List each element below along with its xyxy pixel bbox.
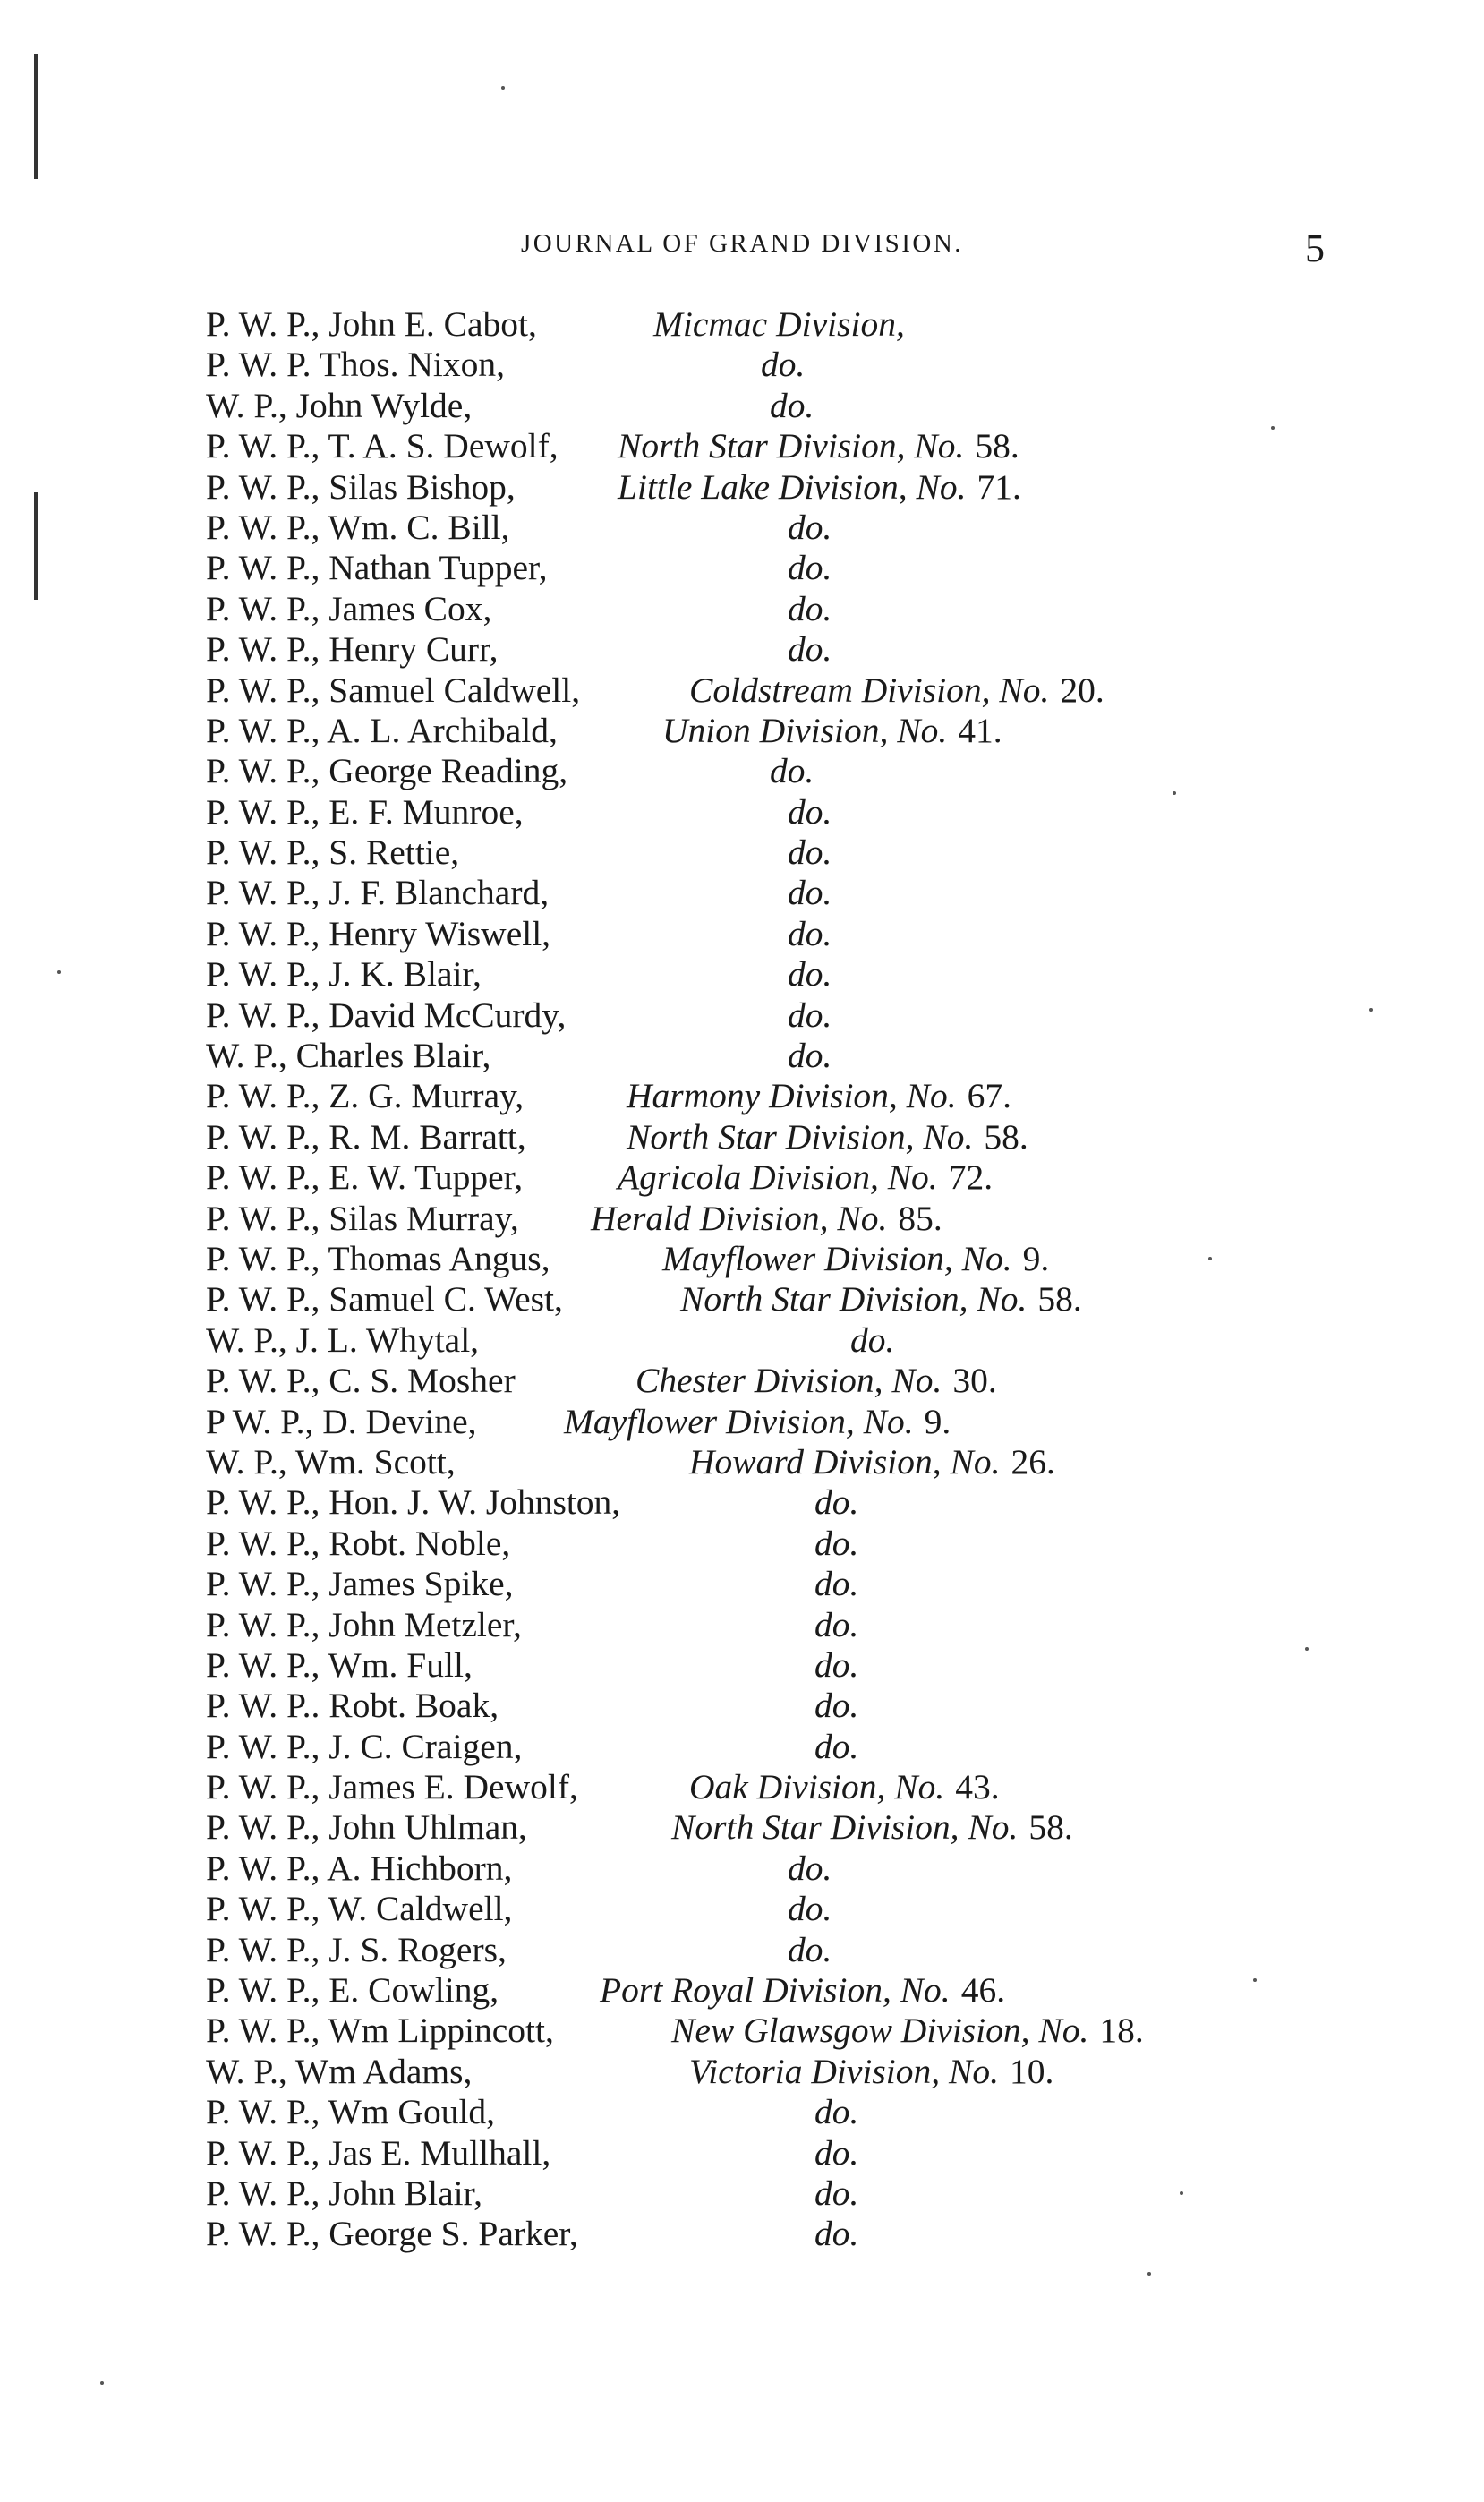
- member-name: P. W. P., James Spike,: [206, 1564, 514, 1604]
- member-name: P. W. P., J. K. Blair,: [206, 954, 482, 995]
- division-number: 9.: [924, 1401, 951, 1441]
- member-name: P. W. P., Samuel Caldwell,: [206, 670, 581, 710]
- division-label: do.: [770, 385, 814, 425]
- division-label: Micmac Division,: [653, 304, 905, 344]
- member-name: P. W. P., George Reading,: [206, 751, 568, 791]
- list-item: [206, 1036, 1334, 1076]
- list-item: [206, 2173, 1334, 2214]
- list-item: [206, 508, 1334, 548]
- division-number: 26.: [1011, 1441, 1055, 1482]
- division-label: do.: [814, 2092, 859, 2132]
- division-number: 18.: [1099, 2011, 1144, 2051]
- list-item: [206, 1889, 1334, 1929]
- division-name: [788, 1930, 832, 1970]
- division-name: [814, 2173, 858, 2214]
- division-name: [788, 508, 832, 548]
- list-item: [206, 1117, 1334, 1157]
- division-label: North Star Division, No.: [618, 426, 965, 466]
- list-item: [206, 386, 1334, 426]
- division-name: [689, 2052, 1053, 2092]
- division-label: do.: [814, 1564, 859, 1604]
- margin-scan-mark: [34, 492, 38, 600]
- member-name: P. W. P., John Metzler,: [206, 1604, 522, 1644]
- list-item: [206, 2011, 1334, 2051]
- division-label: do.: [788, 954, 832, 995]
- member-name: P. W. P., E. W. Tupper,: [206, 1157, 524, 1198]
- division-number: 58.: [975, 426, 1019, 466]
- division-name: [788, 548, 832, 588]
- division-label: do.: [788, 588, 832, 628]
- division-number: 85.: [898, 1198, 942, 1238]
- list-item: [206, 467, 1334, 508]
- division-name: [662, 711, 1002, 751]
- member-name: P. W. P., E. Cowling,: [206, 1970, 499, 2011]
- division-label: do.: [814, 1523, 859, 1563]
- division-label: New Glawsgow Division, No.: [671, 2011, 1089, 2051]
- division-label: Mayflower Division, No.: [564, 1401, 914, 1441]
- member-name: P. W. P., S. Rettie,: [206, 833, 460, 873]
- division-label: Chester Division, No.: [635, 1361, 942, 1401]
- member-name: P. W. P., John E. Cabot,: [206, 304, 537, 344]
- list-item: [206, 629, 1334, 670]
- division-number: 41.: [958, 710, 1002, 750]
- member-name: P. W. P., Thomas Angus,: [206, 1238, 550, 1278]
- list-item: [206, 2214, 1334, 2254]
- division-name: [618, 426, 1019, 466]
- member-name: P. W. P., Wm. Full,: [206, 1644, 473, 1685]
- member-name: P. W. P., James Cox,: [206, 588, 492, 628]
- division-name: [618, 467, 1021, 508]
- officer-list: [206, 304, 1334, 2255]
- division-number: 30.: [952, 1361, 997, 1401]
- division-name: [814, 2214, 858, 2254]
- list-item: [206, 1524, 1334, 1564]
- division-name: [671, 2011, 1144, 2051]
- list-item: [206, 548, 1334, 588]
- division-name: [591, 1199, 942, 1239]
- division-label: do.: [788, 791, 832, 832]
- list-item: [206, 1442, 1334, 1482]
- division-label: Union Division, No.: [662, 710, 948, 750]
- division-label: North Star Division, No.: [627, 1116, 974, 1157]
- division-label: North Star Division, No.: [671, 1807, 1019, 1848]
- division-label: do.: [814, 1644, 859, 1685]
- division-label: do.: [788, 873, 832, 913]
- division-label: do.: [788, 833, 832, 873]
- division-label: do.: [814, 2173, 859, 2213]
- division-label: North Star Division, No.: [680, 1279, 1028, 1319]
- division-number: 46.: [960, 1970, 1006, 2011]
- division-label: do.: [814, 1726, 859, 1766]
- division-number: 72.: [948, 1157, 994, 1198]
- member-name: P. W. P., J. S. Rogers,: [206, 1929, 507, 1969]
- division-number: 9.: [1022, 1238, 1050, 1278]
- division-label: do.: [814, 1686, 859, 1726]
- division-name: [788, 914, 832, 954]
- division-label: Harmony Division, No.: [627, 1076, 957, 1116]
- list-item: [206, 792, 1334, 833]
- member-name: P. W. P., James E. Dewolf,: [206, 1767, 578, 1807]
- member-name: W. P., John Wylde,: [206, 385, 473, 425]
- division-name: [814, 1645, 858, 1686]
- list-item: [206, 751, 1334, 791]
- member-name: P. W. P., Jas E. Mullhall,: [206, 2132, 551, 2173]
- division-label: do.: [788, 995, 832, 1035]
- list-item: [206, 304, 1334, 345]
- division-name: [788, 589, 832, 629]
- division-number: 58.: [1037, 1279, 1082, 1319]
- margin-scan-mark: [34, 54, 38, 179]
- division-name: [788, 792, 832, 833]
- member-name: P. W. P., R. M. Barratt,: [206, 1116, 526, 1157]
- list-item: [206, 1402, 1334, 1442]
- division-label: do.: [850, 1319, 895, 1360]
- division-name: [627, 1076, 1011, 1116]
- running-head: JOURNAL OF GRAND DIVISION.: [520, 229, 964, 258]
- list-item: [206, 2133, 1334, 2173]
- list-item: [206, 426, 1334, 466]
- division-name: [564, 1402, 951, 1442]
- division-label: Victoria Division, No.: [689, 2051, 999, 2091]
- division-label: Howard Division, No.: [689, 1441, 1001, 1482]
- division-name: [635, 1361, 997, 1401]
- division-name: [814, 2133, 858, 2173]
- division-name: [788, 873, 832, 913]
- list-item: [206, 2092, 1334, 2132]
- division-label: do.: [788, 507, 832, 547]
- division-name: [662, 1239, 1049, 1279]
- division-name: [850, 1320, 894, 1361]
- division-name: [689, 670, 1104, 711]
- member-name: W. P., Wm. Scott,: [206, 1441, 456, 1482]
- member-name: P. W. P., Silas Bishop,: [206, 466, 516, 507]
- list-item: [206, 1605, 1334, 1645]
- member-name: P. W. P., John Uhlman,: [206, 1807, 527, 1848]
- member-name: P. W. P., John Blair,: [206, 2173, 483, 2213]
- division-name: [814, 1564, 858, 1604]
- division-name: [814, 1605, 858, 1645]
- list-item: [206, 1564, 1334, 1604]
- division-label: do.: [788, 548, 832, 588]
- division-name: [671, 1807, 1073, 1848]
- division-name: [814, 1686, 858, 1726]
- division-number: 10.: [1009, 2051, 1054, 2091]
- division-name: [689, 1442, 1055, 1482]
- list-item: [206, 1361, 1334, 1401]
- list-item: [206, 1076, 1334, 1116]
- member-name: W. P., Wm Adams,: [206, 2051, 473, 2091]
- division-name: [814, 1482, 858, 1523]
- division-label: do.: [814, 2132, 859, 2173]
- page-number: 5: [1305, 226, 1325, 270]
- list-item: [206, 954, 1334, 995]
- division-name: [814, 1727, 858, 1767]
- page-header: [0, 226, 1484, 270]
- division-label: Little Lake Division, No.: [618, 466, 967, 507]
- member-name: P. W. P., J. C. Craigen,: [206, 1726, 523, 1766]
- division-name: [770, 386, 814, 426]
- division-name: [814, 1524, 858, 1564]
- division-name: [680, 1279, 1082, 1319]
- list-item: [206, 1199, 1334, 1239]
- list-item: [206, 1930, 1334, 1970]
- division-name: [788, 954, 832, 995]
- list-item: [206, 1686, 1334, 1726]
- division-name: [761, 345, 805, 385]
- division-name: [788, 833, 832, 873]
- member-name: P. W. P., Henry Curr,: [206, 629, 499, 670]
- division-number: 58.: [1028, 1807, 1073, 1848]
- division-name: [788, 995, 832, 1036]
- member-name: P. W. P., Wm Lippincott,: [206, 2011, 554, 2051]
- division-label: Oak Division, No.: [689, 1767, 945, 1807]
- member-name: P. W. P., Wm. C. Bill,: [206, 507, 510, 547]
- division-number: 58.: [984, 1116, 1028, 1157]
- member-name: P. W. P., George S. Parker,: [206, 2214, 578, 2254]
- member-name: P. W. P., Wm Gould,: [206, 2092, 496, 2132]
- member-name: P. W. P., E. F. Munroe,: [206, 791, 524, 832]
- member-name: P. W. P., J. F. Blanchard,: [206, 873, 550, 913]
- list-item: [206, 1727, 1334, 1767]
- division-label: do.: [788, 1929, 832, 1969]
- list-item: [206, 711, 1334, 751]
- division-name: [770, 751, 814, 791]
- list-item: [206, 670, 1334, 711]
- list-item: [206, 1279, 1334, 1319]
- list-item: [206, 1320, 1334, 1361]
- list-item: [206, 914, 1334, 954]
- division-label: do.: [788, 913, 832, 953]
- member-name: P. W. P., T. A. S. Dewolf,: [206, 426, 559, 466]
- division-name: [788, 1849, 832, 1889]
- member-name: P. W. P., David McCurdy,: [206, 995, 567, 1035]
- list-item: [206, 1645, 1334, 1686]
- division-label: do.: [814, 1604, 859, 1644]
- division-label: do.: [814, 1482, 859, 1523]
- division-label: do.: [770, 751, 814, 791]
- division-name: [627, 1117, 1028, 1157]
- division-number: 71.: [977, 466, 1021, 507]
- division-label: Herald Division, No.: [591, 1198, 888, 1238]
- member-name: P. W. P., Z. G. Murray,: [206, 1076, 525, 1116]
- division-name: [689, 1767, 1000, 1807]
- member-name: P. W. P., Henry Wiswell,: [206, 913, 551, 953]
- division-name: [618, 1157, 993, 1198]
- division-name: [788, 629, 832, 670]
- member-name: P. W. P. Thos. Nixon,: [206, 345, 506, 385]
- list-item: [206, 1157, 1334, 1198]
- member-name: P. W. P., Samuel C. West,: [206, 1279, 563, 1319]
- list-item: [206, 2052, 1334, 2092]
- member-name: P. W. P., Robt. Noble,: [206, 1523, 511, 1563]
- division-label: do.: [788, 1848, 832, 1888]
- division-label: Coldstream Division, No.: [689, 670, 1050, 710]
- division-number: 43.: [955, 1767, 1000, 1807]
- division-name: [788, 1889, 832, 1929]
- member-name: P. W. P., Silas Murray,: [206, 1198, 519, 1238]
- member-name: W. P., J. L. Whytal,: [206, 1319, 480, 1360]
- member-name: P. W. P., W. Caldwell,: [206, 1889, 513, 1929]
- list-item: [206, 995, 1334, 1036]
- division-number: 67.: [967, 1076, 1012, 1116]
- list-item: [206, 589, 1334, 629]
- list-item: [206, 1849, 1334, 1889]
- division-label: Port Royal Division, No.: [600, 1970, 951, 2011]
- division-label: do.: [761, 345, 806, 385]
- list-item: [206, 873, 1334, 913]
- division-label: Mayflower Division, No.: [662, 1238, 1012, 1278]
- member-name: P. W. P.. Robt. Boak,: [206, 1686, 499, 1726]
- list-item: [206, 1807, 1334, 1848]
- list-item: [206, 1482, 1334, 1523]
- division-name: [653, 304, 905, 345]
- list-item: [206, 833, 1334, 873]
- division-label: Agricola Division, No.: [618, 1157, 938, 1198]
- division-label: do.: [788, 629, 832, 670]
- list-item: [206, 1239, 1334, 1279]
- member-name: P. W. P., A. L. Archibald,: [206, 710, 558, 750]
- division-label: do.: [788, 1036, 832, 1076]
- division-number: 20.: [1060, 670, 1104, 710]
- division-label: do.: [788, 1889, 832, 1929]
- list-item: [206, 1970, 1334, 2011]
- list-item: [206, 345, 1334, 385]
- division-name: [814, 2092, 858, 2132]
- member-name: P. W. P., Hon. J. W. Johnston,: [206, 1482, 621, 1523]
- member-name: W. P., Charles Blair,: [206, 1036, 491, 1076]
- list-item: [206, 1767, 1334, 1807]
- member-name: P. W. P., C. S. Mosher: [206, 1361, 516, 1401]
- division-name: [600, 1970, 1005, 2011]
- member-name: P. W. P., A. Hichborn,: [206, 1848, 513, 1888]
- division-label: do.: [814, 2214, 859, 2254]
- division-name: [788, 1036, 832, 1076]
- member-name: P. W. P., Nathan Tupper,: [206, 548, 548, 588]
- member-name: P W. P., D. Devine,: [206, 1401, 477, 1441]
